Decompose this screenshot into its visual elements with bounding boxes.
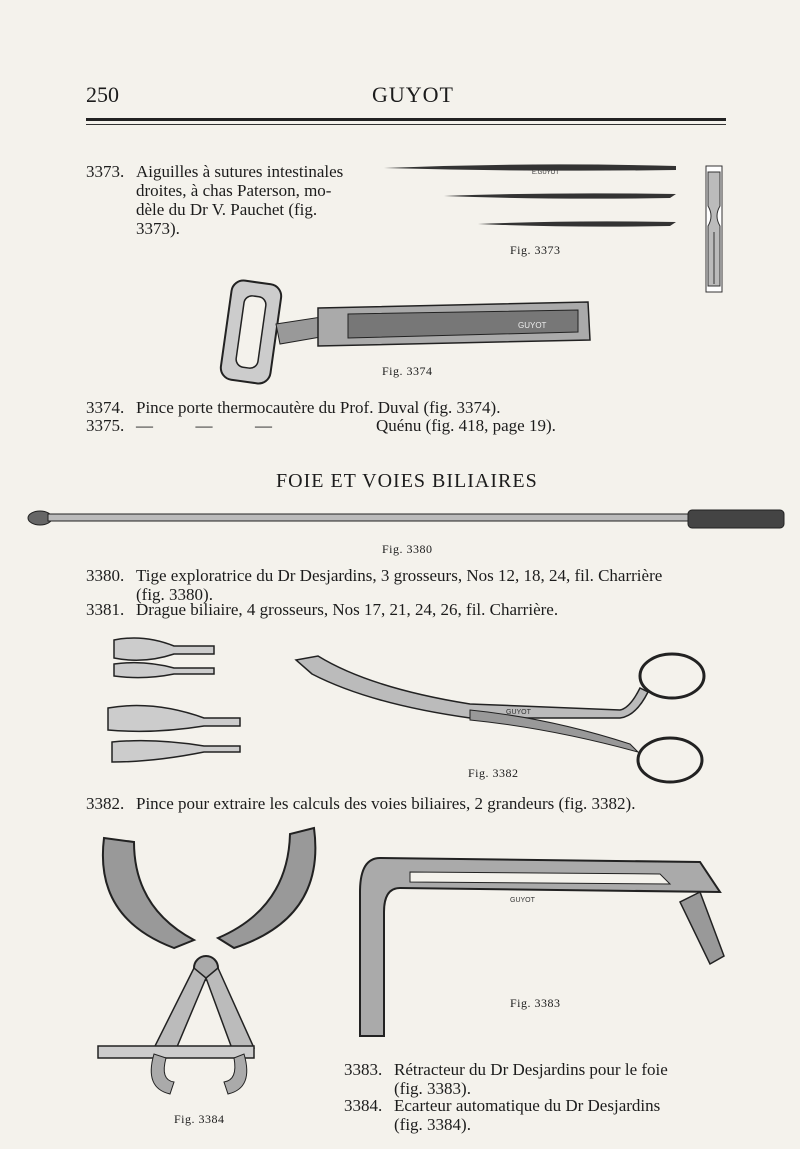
- figure-caption-3373: Fig. 3373: [510, 243, 561, 257]
- section-title: FOIE ET VOIES BILIAIRES: [276, 470, 538, 492]
- liver-retractor-illustration: [340, 852, 730, 1042]
- needles-illustration: [380, 156, 680, 236]
- exploratory-probe-illustration: [22, 500, 790, 540]
- entry-line: droites, à chas Paterson, mo-: [136, 181, 332, 200]
- figure-caption-3374: Fig. 3374: [382, 364, 433, 378]
- figure-caption-3383: Fig. 3383: [510, 996, 561, 1010]
- entry-number: 3381.: [86, 600, 125, 619]
- entry-line: dèle du Dr V. Pauchet (fig.: [136, 200, 318, 219]
- entry-text: Rétracteur du Dr Desjardins pour le foie: [394, 1060, 668, 1079]
- entry-3384: [344, 1096, 660, 1134]
- entry-3380: [86, 566, 662, 604]
- entry-number: 3384.: [344, 1096, 383, 1115]
- figure-caption-3382: Fig. 3382: [468, 766, 519, 780]
- automatic-retractor-illustration: [94, 818, 326, 1108]
- entry-text: (fig. 3384).: [394, 1115, 471, 1134]
- header-rule: [86, 118, 726, 121]
- entry-number: 3375.: [86, 416, 125, 435]
- entry-text: (fig. 3383).: [394, 1079, 471, 1098]
- entry-3383: [344, 1060, 668, 1098]
- page-number: 250: [86, 82, 119, 107]
- forceps-jaws-illustration: [104, 630, 254, 770]
- entry-3373: [86, 162, 343, 238]
- entry-number: 3374.: [86, 398, 125, 417]
- entry-number: 3383.: [344, 1060, 383, 1079]
- entry-text: Quénu (fig. 418, page 19).: [376, 416, 556, 435]
- needle-engraving: E.GUYOT: [532, 170, 560, 176]
- entry-line: Aiguilles à sutures intestinales: [136, 162, 344, 181]
- entry-text: Drague biliaire, 4 grosseurs, Nos 17, 21, 24, 26, fil. Charrière.: [136, 600, 559, 619]
- needle-vertical-illustration: [700, 166, 730, 296]
- forceps-engraving: GUYOT: [506, 709, 531, 716]
- entry-text: Tige exploratrice du Dr Desjardins, 3 grosseurs, Nos 12, 18, 24, fil. Charrière: [136, 566, 663, 585]
- entry-number: 3380.: [86, 566, 125, 585]
- entry-text: Ecarteur automatique du Dr Desjardins: [394, 1096, 661, 1115]
- running-title: GUYOT: [372, 82, 454, 107]
- retractor-engraving: GUYOT: [510, 897, 535, 904]
- entry-3381: [86, 600, 558, 619]
- ditto-dashes: — — —: [136, 416, 272, 435]
- entry-number: 3382.: [86, 794, 125, 813]
- entry-3382: [86, 794, 635, 813]
- entry-number: 3373.: [86, 162, 125, 181]
- figure-caption-3384: Fig. 3384: [174, 1112, 225, 1126]
- entry-text: Pince porte thermocautère du Prof. Duval (fig. 3374).: [136, 398, 501, 417]
- holder-engraving: GUYOT: [518, 321, 547, 330]
- entry-3374: [86, 398, 500, 417]
- entry-3375: [86, 416, 556, 435]
- entry-text: (fig. 3380).: [136, 585, 213, 604]
- header-rule-thin: [86, 124, 726, 125]
- entry-text: Pince pour extraire les calculs des voies biliaires, 2 grandeurs (fig. 3382).: [136, 794, 636, 813]
- figure-caption-3380: Fig. 3380: [382, 542, 433, 556]
- entry-line: 3373).: [136, 219, 180, 238]
